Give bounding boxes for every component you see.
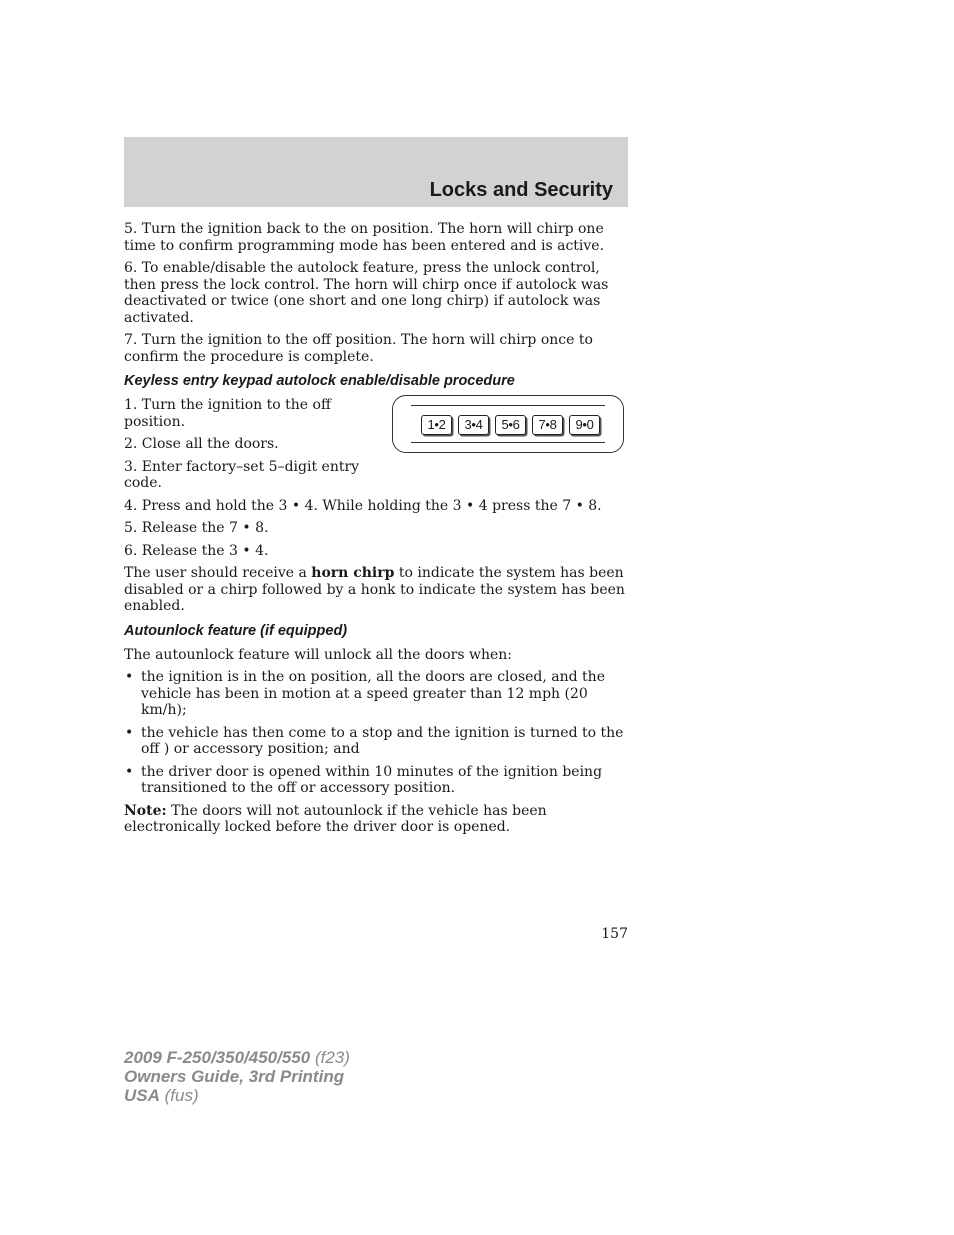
keypad-keys bbox=[421, 415, 600, 435]
keypad-step-1: 1. Turn the ignition to the off position. bbox=[124, 397, 331, 430]
list-item bbox=[124, 764, 628, 797]
bullet-icon: • bbox=[125, 763, 134, 780]
keypad-step-3: 3. Enter factory–set 5–digit entry code. bbox=[124, 458, 360, 491]
keypad-steps-block bbox=[124, 397, 628, 498]
footer-model: 2009 F-250/350/450/550 bbox=[124, 1048, 311, 1067]
footer-line-3 bbox=[124, 1086, 350, 1105]
section-header-bar bbox=[124, 137, 628, 207]
footer-market: USA bbox=[124, 1086, 160, 1105]
keypad-result-paragraph bbox=[124, 565, 628, 615]
footer-line-2: Owners Guide, 3rd Printing bbox=[124, 1067, 345, 1086]
autounlock-heading: Autounlock feature (if equipped) bbox=[124, 622, 348, 639]
keypad-key-5-6: 5•6 bbox=[495, 415, 526, 435]
bullet-text: the ignition is in the on position, all the doors are closed, and the vehicle has been in motion at a speed greater than 12 mph (20 km/h); bbox=[141, 669, 605, 718]
keypad-key-1-2: 1•2 bbox=[421, 415, 452, 435]
bullet-icon: • bbox=[125, 724, 134, 741]
note-label: Note: bbox=[124, 802, 167, 819]
bullet-icon: • bbox=[125, 669, 134, 685]
result-text-post: to indicate the system has been disabled or a chirp followed by a honk to indicate the system has been enabled. bbox=[124, 565, 625, 614]
page-number: 157 bbox=[601, 926, 628, 942]
keypad-illustration bbox=[392, 395, 624, 498]
keypad-step-2: 2. Close all the doors. bbox=[124, 436, 279, 452]
bullet-text: the vehicle has then come to a stop and the ignition is turned to the off ) or accessory position; and bbox=[141, 724, 624, 757]
keypad-key-3-4: 3•4 bbox=[458, 415, 489, 435]
result-text-bold: horn chirp bbox=[311, 565, 395, 581]
list-item bbox=[124, 725, 628, 758]
keypad-key-9-0: 9•0 bbox=[569, 415, 600, 435]
keypad-top-line bbox=[411, 405, 605, 406]
page-content bbox=[124, 221, 628, 842]
keypad-left-steps bbox=[124, 397, 364, 498]
footer-line-1 bbox=[124, 1048, 350, 1067]
footer-model-code: (f23) bbox=[310, 1048, 350, 1067]
keypad-procedure-heading: Keyless entry keypad autolock enable/disable procedure bbox=[124, 373, 515, 389]
autounlock-bullet-list bbox=[124, 669, 628, 797]
step-6-paragraph: 6. To enable/disable the autolock feature, press the unlock control, then press the lock control. The horn will chirp once if autolock was deactivated or twice (one short and one long chirp) if autolock was activated. bbox=[124, 260, 609, 326]
keypad-bottom-line bbox=[411, 442, 605, 443]
section-title: Locks and Security bbox=[429, 179, 613, 201]
result-text-pre: The user should receive a bbox=[124, 565, 312, 581]
keypad-step-4: 4. Press and hold the 3 • 4. While holding the 3 • 4 press the 7 • 8. bbox=[124, 497, 602, 514]
step-7-paragraph: 7. Turn the ignition to the off position. The horn will chirp once to confirm the procedure is complete. bbox=[124, 332, 593, 365]
keypad-outline bbox=[392, 395, 624, 453]
keypad-step-5: 5. Release the 7 • 8. bbox=[124, 520, 269, 536]
keypad-key-7-8: 7•8 bbox=[532, 415, 563, 435]
footer-market-code: (fus) bbox=[159, 1086, 199, 1105]
list-item bbox=[124, 669, 628, 719]
note-text: The doors will not autounlock if the vehicle has been electronically locked before the driver door is opened. bbox=[124, 802, 547, 835]
step-5-paragraph: 5. Turn the ignition back to the on position. The horn will chirp one time to confirm programming mode has been entered and is active. bbox=[124, 221, 605, 254]
note-paragraph bbox=[124, 803, 628, 836]
footer bbox=[124, 1048, 350, 1105]
keypad-step-6: 6. Release the 3 • 4. bbox=[124, 542, 269, 559]
bullet-text: the driver door is opened within 10 minutes of the ignition being transitioned to the off or accessory position. bbox=[141, 763, 603, 796]
autounlock-intro: The autounlock feature will unlock all the doors when: bbox=[124, 646, 512, 663]
